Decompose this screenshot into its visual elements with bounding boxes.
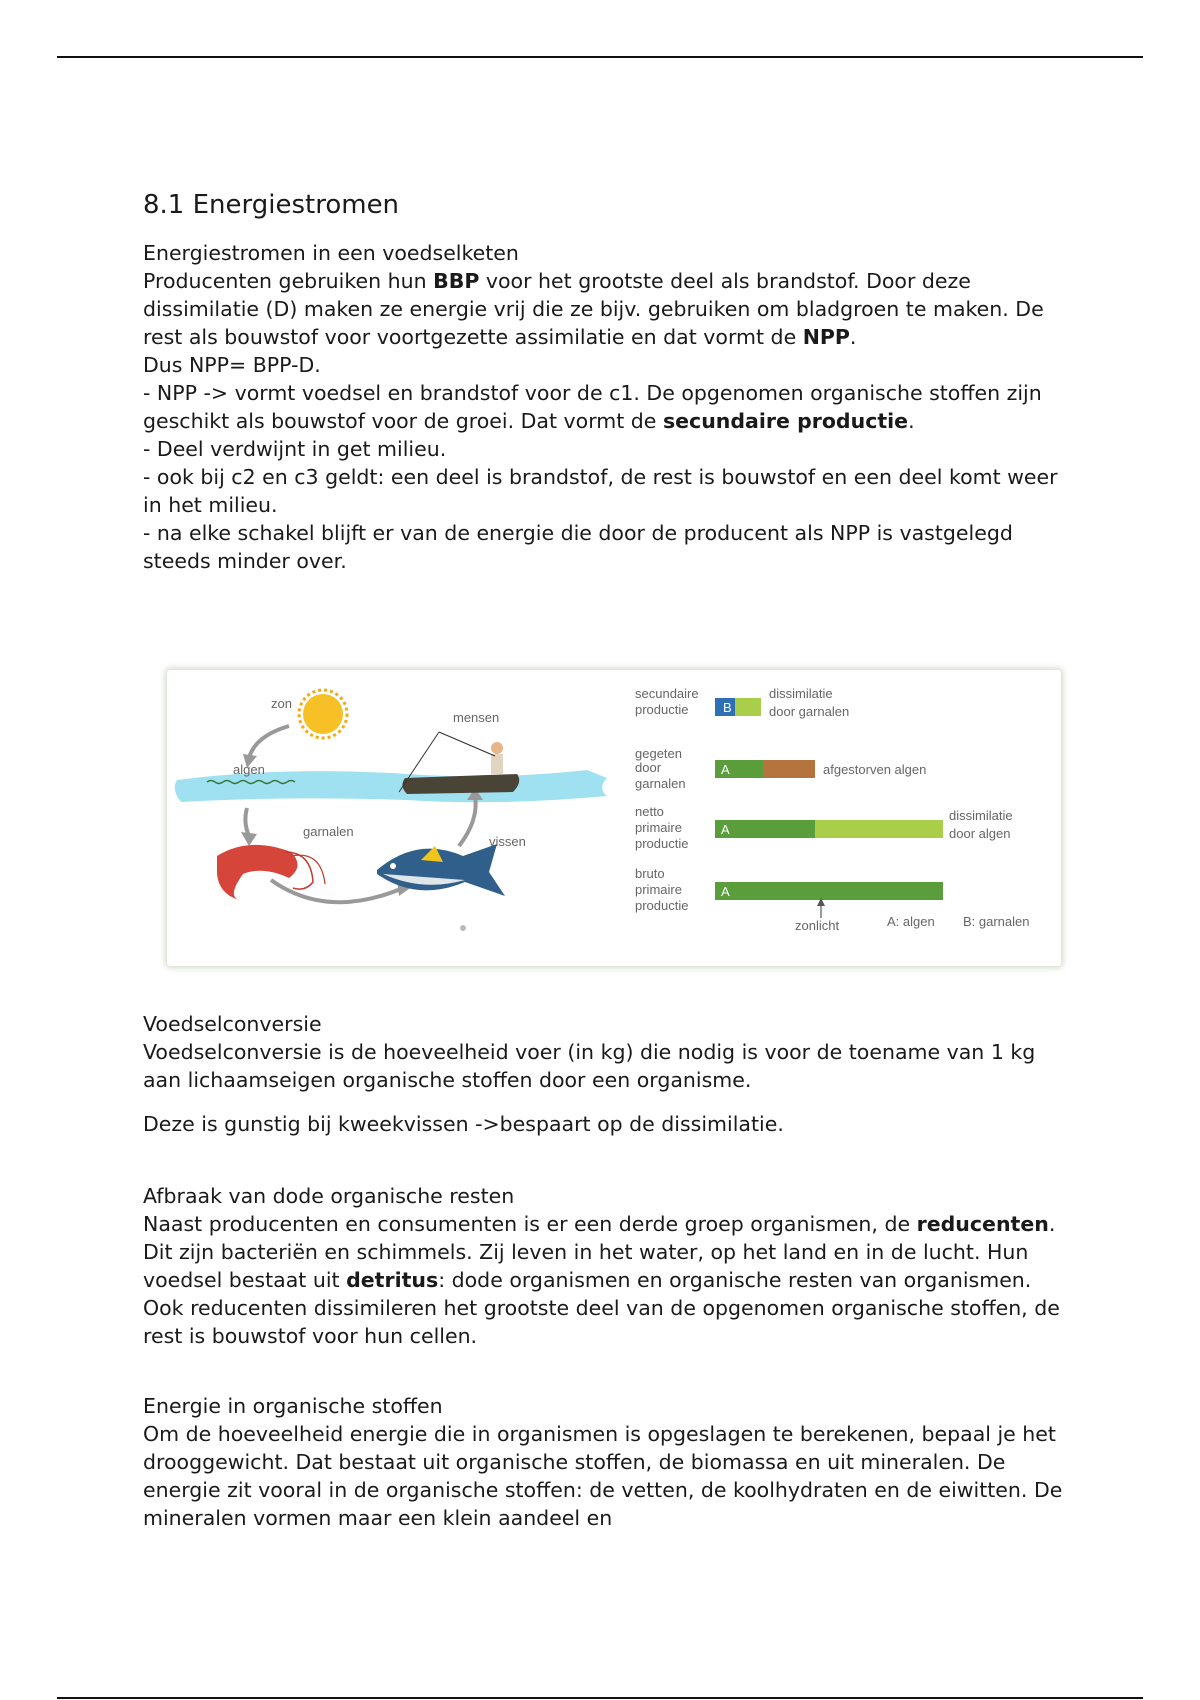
paragraph: Producenten gebruiken hun BBP voor het grootste deel als brandstof. Door deze dissimilatie (D) maken ze energie vrij die ze bijv. gebruiken om bladgroen te maken. De rest als bouwstof voor voortgezette assimilatie en dat vormt de NPP. xyxy=(143,269,1044,349)
bar-label: primaire xyxy=(635,820,682,835)
bar-netto xyxy=(715,820,815,838)
arrow-algen-garnalen xyxy=(245,808,249,836)
bar-side-label: door algen xyxy=(949,826,1011,841)
section-heading: Voedselconversie xyxy=(143,1012,322,1036)
section-afbraak xyxy=(143,1182,1073,1350)
section-heading: Energiestromen in een voedselketen xyxy=(143,241,519,265)
bullet-item: - na elke schakel blijft er van de energie die door de producent als NPP is vastgelegd steeds minder over. xyxy=(143,521,1013,573)
header-rule xyxy=(57,56,1143,58)
section-energiestromen xyxy=(143,239,1073,575)
page-title: 8.1 Energiestromen xyxy=(143,190,400,220)
legend-b: B: garnalen xyxy=(963,914,1030,929)
bar-side-label: dissimilatie xyxy=(769,686,833,701)
label-garnalen: garnalen xyxy=(303,824,354,839)
paragraph: Deze is gunstig bij kweekvissen ->bespaart op de dissimilatie. xyxy=(143,1112,784,1136)
label-zon: zon xyxy=(271,696,292,711)
shrimp-icon xyxy=(217,845,325,900)
bar-bruto xyxy=(715,882,943,900)
label-algen: algen xyxy=(233,762,265,777)
bar-tag: A xyxy=(721,822,730,837)
bar-side-label: dissimilatie xyxy=(949,808,1013,823)
bar-dissimilatie-garnalen xyxy=(735,698,761,716)
bar-label: door xyxy=(635,760,662,775)
paragraph: Voedselconversie is de hoeveelheid voer (in kg) die nodig is voor de toename van 1 kg aan lichaamseigen organische stoffen door een organisme. xyxy=(143,1040,1036,1092)
bar-label: gegeten xyxy=(635,746,682,761)
bar-label: bruto xyxy=(635,866,665,881)
bar-tag: B xyxy=(723,700,732,715)
bullet-item: - NPP -> vormt voedsel en brandstof voor de c1. De opgenomen organische stoffen zijn geschikt als bouwstof voor de groei. Dat vormt de secundaire productie. xyxy=(143,381,1042,433)
bar-label: productie xyxy=(635,836,689,851)
paragraph: Naast producenten en consumenten is er een derde groep organismen, de reducenten. Dit zijn bacteriën en schimmels. Zij leven in het water, op het land en in de lucht. Hun voedsel bestaat uit detritus: dode organismen en organische resten van organismen. Ook reducenten dissimileren het grootste deel van de opgenomen organische stoffen, de rest is bouwstof voor hun cellen. xyxy=(143,1212,1060,1348)
sun-icon xyxy=(299,690,347,738)
arrow-sun-algen xyxy=(249,726,289,758)
bar-label: productie xyxy=(635,898,689,913)
bar-label: primaire xyxy=(635,882,682,897)
bar-label: garnalen xyxy=(635,776,686,791)
dot-marker xyxy=(460,925,466,931)
bar-side-label: door garnalen xyxy=(769,704,850,719)
arrow-vissen-mensen xyxy=(459,796,476,846)
label-mensen: mensen xyxy=(453,710,500,725)
section-energie-organische-stoffen xyxy=(143,1392,1073,1532)
zonlicht-label: zonlicht xyxy=(795,918,840,933)
footer-rule xyxy=(57,1697,1143,1699)
section-heading: Energie in organische stoffen xyxy=(143,1394,443,1418)
paragraph: Dus NPP= BPP-D. xyxy=(143,353,321,377)
bar-label: netto xyxy=(635,804,664,819)
bar-afgestorven xyxy=(763,760,815,778)
paragraph: Om de hoeveelheid energie die in organismen is opgeslagen te berekenen, bepaal je het drooggewicht. Dat bestaat uit organische stoffen, de biomassa en uit mineralen. De energie zit vooral in de organische stoffen: de vetten, de koolhydraten en de eiwitten. De mineralen vormen maar een klein aandeel en xyxy=(143,1422,1063,1530)
bar-side-label: afgestorven algen xyxy=(823,762,927,777)
bar-dissimilatie-algen xyxy=(815,820,943,838)
bullet-item: - Deel verdwijnt in get milieu. xyxy=(143,437,447,461)
bar-tag: A xyxy=(721,762,730,777)
bullet-item: - ook bij c2 en c3 geldt: een deel is brandstof, de rest is bouwstof en een deel komt weer in het milieu. xyxy=(143,465,1058,517)
section-voedselconversie xyxy=(143,1010,1073,1138)
fish-icon xyxy=(377,844,505,896)
energy-flow-figure xyxy=(167,670,1061,966)
legend-a: A: algen xyxy=(887,914,935,929)
boat-icon xyxy=(399,732,519,794)
bar-label: secundaire xyxy=(635,686,699,701)
bar-tag: A xyxy=(721,884,730,899)
arrow-garnalen-vissen xyxy=(271,880,403,902)
section-heading: Afbraak van dode organische resten xyxy=(143,1184,515,1208)
bar-label: productie xyxy=(635,702,689,717)
label-vissen: vissen xyxy=(489,834,526,849)
